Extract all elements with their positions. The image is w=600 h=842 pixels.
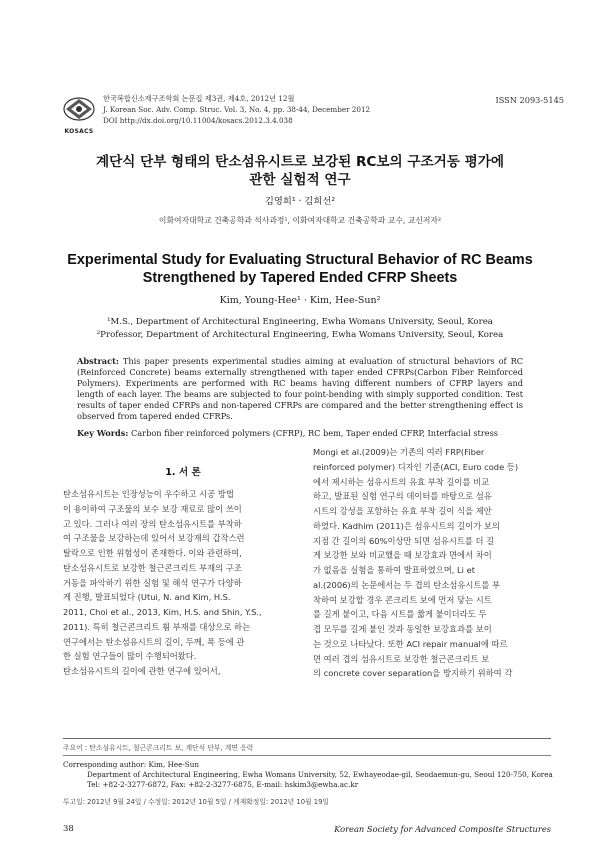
english-title-line1: Experimental Study for Evaluating Structural Behavior of RC Beams [67, 252, 533, 268]
left-column [63, 487, 303, 679]
korean-title-line2: 관한 실험적 연구 [249, 172, 351, 188]
kosacs-logo-icon [62, 94, 96, 124]
paragraph-line: 하였다. Kadhim (2011)은 섬유시트의 길이가 보의 [313, 520, 500, 531]
issn: ISSN 2093-5145 [495, 95, 564, 105]
english-title-line2: Strengthened by Tapered Ended CFRP Sheets [142, 270, 458, 286]
english-affiliation-2: ²Professor, Department of Architectural Engineering, Ewha Womans University, Seoul, Korea [96, 330, 504, 340]
paragraph-line: 시트의 강성을 포함하는 유효 부착 길이 식을 제안 [313, 506, 492, 516]
footnote-divider [63, 738, 551, 739]
keywords [77, 428, 523, 438]
page-number: 38 [63, 824, 74, 834]
korean-keywords-footnote: 주요어 : 탄소섬유시트, 철근콘크리트 보, 계단식 단부, 계면 응력 [63, 744, 254, 752]
paragraph-line: 탄소섬유시트로 보강한 철근콘크리트 부재의 구조 [63, 562, 242, 573]
paragraph-line: 2011, Choi et al., 2013, Kim, H.S. and Shin, Y.S., [63, 607, 262, 617]
paragraph-line: 하고, 발표된 실험 연구의 데이터를 바탕으로 섬유 [313, 491, 492, 502]
corresponding-author: Corresponding author: Kim, Hee-Sun [63, 760, 199, 769]
paragraph-line: 의 concrete cover separation을 방지하기 위하여 각 [313, 668, 513, 679]
keywords-text: Carbon fiber reinforced polymers (CFRP), RC bem, Taper ended CFRP, Interfacial stress [131, 428, 498, 438]
section-heading: 1. 서 론 [165, 467, 201, 478]
abstract-text: This paper presents experimental studies aiming at evaluation of structural behaviors of RC (Reinforced Concrete) beams externally strengthened with taper ended CFRPs(Carbon Fiber Reinforced Polymers). Experiments are performed with RC beams having different numbers of CFRP layers and length of each layer. The beams are subjected to four point-bending with simply supported condition. Test results of taper ended CFRPs and non-tapered CFRPs are compared and the better strengthening effect is observed from tapered ended CFRPs. [77, 356, 523, 422]
korean-authors: 김영희¹ · 김희선² [264, 196, 336, 207]
right-column [313, 445, 550, 681]
korean-title-line1: 계단식 단부 형태의 탄소섬유시트로 보강된 RC보의 구조거동 평가에 [95, 154, 505, 170]
paragraph-line: 에서 제시하는 섬유시트의 유효 부착 길이를 비교 [313, 476, 490, 487]
journal-header-korean: 한국복합신소재구조학회 논문집 제3권, 제4호, 2012년 12월 [103, 94, 295, 103]
journal-header-english: J. Korean Soc. Adv. Comp. Struc. Vol. 3, No. 4, pp. 38-44, December 2012 [103, 105, 371, 114]
corresponding-address: Department of Architectural Engineering, Ewha Womans University, 52, Ewhayeodae-gil, Seodaemun-gu, Seoul 120-750, Korea [87, 770, 553, 779]
paragraph-line: 를 길게 붙이고, 다음 시트를 짧게 붙이더라도 두 [313, 609, 487, 620]
paragraph-line: 게 보강한 보와 비교했을 때 보강효과 면에서 차이 [313, 550, 492, 561]
paragraph-line: 한 실험 연구들이 많이 수행되어왔다. [63, 651, 197, 662]
paragraph-line: 는 것으로 나타났다. 또한 ACI repair manual에 따르 [313, 638, 508, 649]
paragraph-line: reinforced polymer) 디자인 기준(ACI, Euro code 등) [313, 461, 519, 472]
footnote-divider [63, 755, 551, 756]
paragraph-line: 여 구조물을 보강하는데 있어서 보강재의 갑작스런 [63, 533, 245, 544]
paragraph-line: 2011). 특히 철근콘크리트 휨 부재를 대상으로 하는 [63, 621, 251, 632]
abstract-label: Abstract: [77, 356, 119, 366]
paragraph-line: 탈락으로 인한 위험성이 존재한다. 이와 관련하여, [63, 548, 242, 558]
paragraph-line: 거동을 파악하기 위한 실험 및 해석 연구가 다양하 [63, 577, 242, 588]
paragraph-line: 탄소섬유시트는 인장성능이 우수하고 시공 방법 [63, 489, 234, 499]
journal-name-footer: Korean Society for Advanced Composite Structures [334, 824, 551, 834]
korean-affiliation: 이화여자대학교 건축공학과 석사과정¹, 이화여자대학교 건축공학과 교수, 교신저자² [158, 216, 442, 225]
paragraph-line: 이 용이하여 구조물의 보수 보강 재료로 많이 쓰이 [63, 503, 242, 514]
keywords-label: Key Words: [77, 428, 129, 438]
paragraph-line: 지점 간 길이의 60%이상만 되면 섬유시트를 더 길 [313, 535, 495, 546]
paragraph-line: al.(2006)의 논문에서는 두 겹의 탄소섬유시트를 부 [313, 579, 501, 590]
submission-dates: 투고일: 2012년 9월 24일 / 수정일: 2012년 10월 5일 / 게재확정일: 2012년 10월 19일 [63, 798, 329, 806]
paragraph-line: 탄소섬유시트의 길이에 관한 연구에 있어서, [63, 666, 221, 676]
paragraph-line: Mongi et al.(2009)는 기존의 여러 FRP(Fiber [313, 447, 485, 457]
english-authors: Kim, Young-Hee¹ · Kim, Hee-Sun² [219, 295, 381, 306]
paragraph-line: 면 여러 겹의 섬유시트로 보강한 철근콘크리트 보 [313, 653, 490, 664]
abstract [77, 356, 523, 423]
corresponding-contact: Tel: +82-2-3277-6872, Fax: +82-2-3277-6875, E-mail: hskim3@ewha.ac.kr [87, 780, 359, 789]
paragraph-line: 고 있다. 그러나 여러 장의 탄소섬유시트를 부착하 [63, 518, 242, 529]
paragraph-line: 연구에서는 탄소섬유시트의 길이, 두께, 폭 등에 관 [63, 636, 245, 647]
paragraph-line: 게 진행, 발표되었다 (Utui, N. and Kim, H.S. [63, 592, 231, 603]
paragraph-line: 겹 모두를 길게 붙인 것과 동일한 보강효과를 보이 [313, 624, 492, 634]
paragraph-line: 가 없음을 실험을 통하여 발표하였으며, Li et [313, 565, 475, 575]
logo-text: KOSACS [64, 128, 94, 135]
english-affiliation-1: ¹M.S., Department of Architectural Engineering, Ewha Womans University, Seoul, Korea [107, 317, 493, 327]
paragraph-line: 착하여 보강할 경우 콘크리트 보에 먼저 닿는 시트 [313, 594, 492, 605]
doi-link[interactable]: DOI http://dx.doi.org/10.11004/kosacs.2012.3.4.038 [103, 116, 293, 125]
